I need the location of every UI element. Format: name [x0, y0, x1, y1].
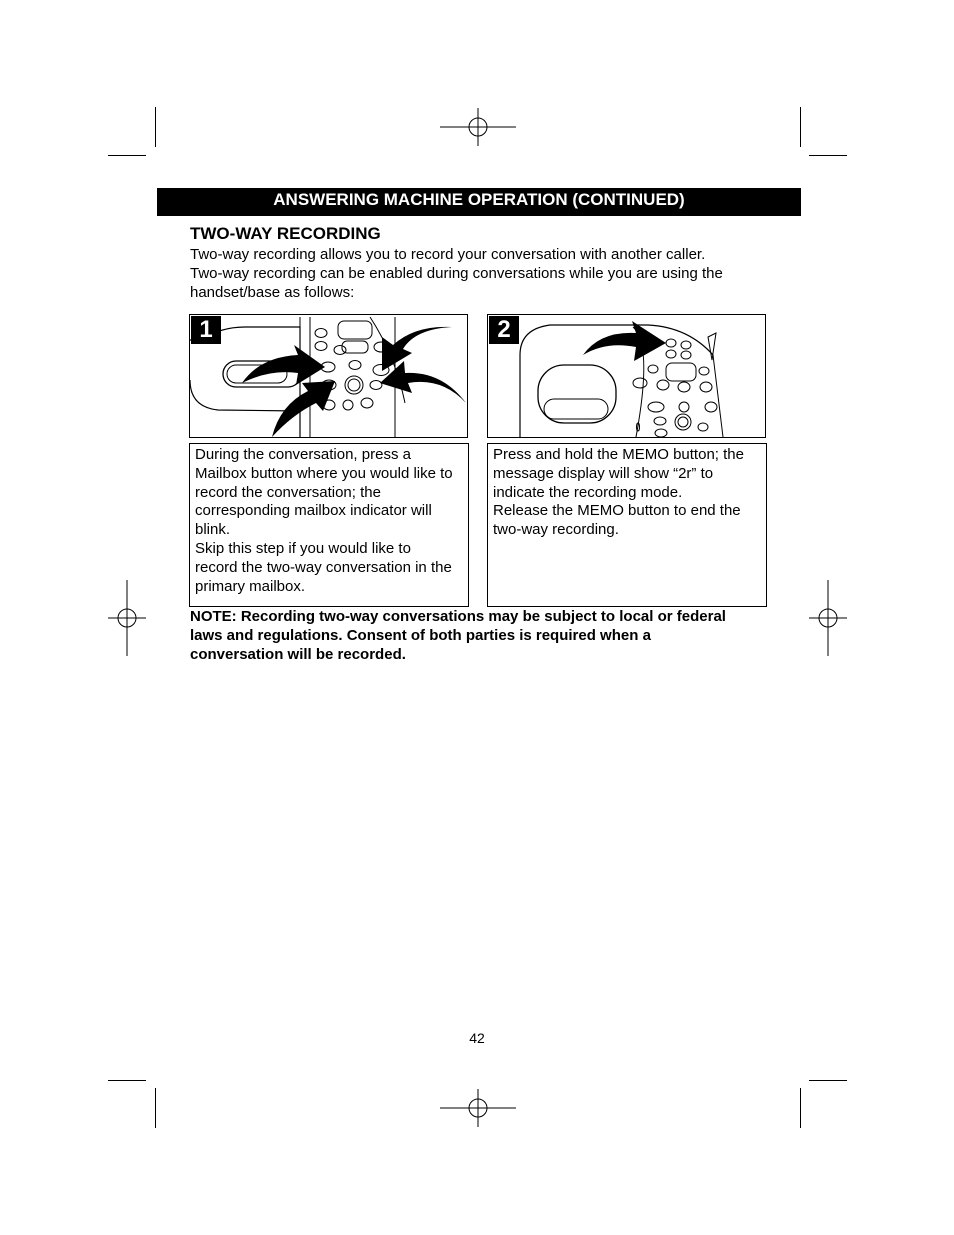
phone-base-memo-button-illustration	[488, 315, 765, 437]
arrow-icon	[583, 321, 666, 361]
step-1-illustration	[189, 314, 468, 438]
instruction-line: two-way recording.	[493, 521, 619, 539]
intro-line: handset/base as follows:	[190, 284, 355, 301]
instruction-line: message display will show “2r” to	[493, 464, 714, 482]
instruction-line: blink.	[195, 521, 231, 539]
registration-mark-icon	[440, 108, 516, 146]
intro-paragraph	[190, 245, 780, 302]
arrow-icon	[382, 327, 452, 371]
instruction-line: Skip this step if you would like to	[195, 539, 411, 557]
section-header-bar: ANSWERING MACHINE OPERATION (CONTINUED)	[157, 188, 801, 216]
step-number-badge: 2	[489, 316, 519, 344]
note-line: laws and regulations. Consent of both parties is required when a	[190, 626, 651, 644]
instruction-line: corresponding mailbox indicator will	[195, 502, 432, 520]
crop-mark	[809, 1080, 847, 1081]
crop-mark	[155, 1088, 156, 1128]
step-1-instructions	[189, 443, 469, 607]
crop-mark	[800, 107, 801, 147]
instruction-line: Release the MEMO button to end the	[493, 502, 741, 520]
registration-mark-icon	[809, 580, 847, 656]
registration-mark-icon	[108, 580, 146, 656]
crop-mark	[800, 1088, 801, 1128]
legal-note	[190, 608, 780, 664]
step-number-badge: 1	[191, 316, 221, 344]
intro-line: Two-way recording allows you to record your conversation with another caller.	[190, 246, 706, 263]
page-number: 42	[469, 1030, 485, 1046]
arrow-icon	[380, 361, 466, 403]
instruction-line: Mailbox button where you would like to	[195, 464, 453, 482]
instruction-line: record the conversation; the	[195, 483, 381, 501]
section-title: TWO-WAY RECORDING	[190, 224, 381, 243]
instruction-line: Press and hold the MEMO button; the	[493, 446, 744, 463]
note-line: NOTE: Recording two-way conversations may be subject to local or federal	[190, 608, 726, 625]
instruction-line: During the conversation, press a	[195, 446, 411, 463]
crop-mark	[809, 155, 847, 156]
crop-mark	[108, 155, 146, 156]
phone-base-mailbox-buttons-illustration	[190, 315, 467, 437]
instruction-line: indicate the recording mode.	[493, 483, 683, 501]
instruction-line: primary mailbox.	[195, 577, 306, 595]
instruction-line: record the two-way conversation in the	[195, 558, 452, 576]
intro-line: Two-way recording can be enabled during conversations while you are using the	[190, 265, 723, 282]
crop-mark	[155, 107, 156, 147]
step-2-illustration	[487, 314, 766, 438]
crop-mark	[108, 1080, 146, 1081]
step-2-instructions	[487, 443, 767, 607]
registration-mark-icon	[440, 1089, 516, 1127]
note-line: conversation will be recorded.	[190, 645, 406, 663]
